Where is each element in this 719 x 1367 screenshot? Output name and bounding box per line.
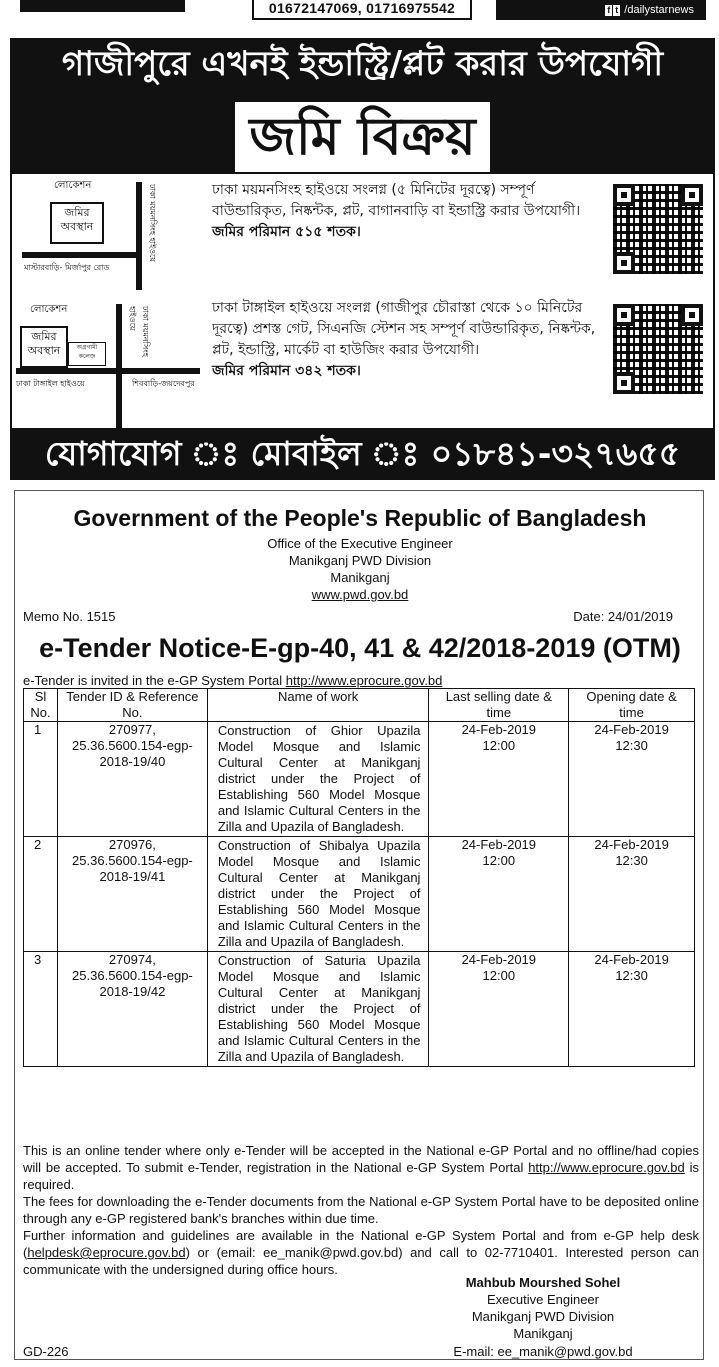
table-row (24, 722, 695, 837)
table-header-row (24, 689, 695, 722)
map1-road-h (22, 252, 142, 258)
last-time: 12:00 (482, 853, 516, 868)
qr-code-1 (613, 184, 703, 274)
helpdesk-email-link[interactable]: helpdesk@eprocure.gov.bd (27, 1245, 186, 1260)
office-line-1: Office of the Executive Engineer (267, 536, 453, 551)
row-tender-id (57, 837, 207, 952)
last-time: 12:00 (482, 968, 516, 983)
row-work: Construction of Ghior Upazila Model Mosque and Islamic Cultural Center at Manikganj district under the Project of Establishing 560 Model Mosque and Islamic Cultural Centers in the Zilla and Upazila of Bangladesh. (207, 722, 429, 837)
invite-line (23, 673, 442, 688)
notice-footer (23, 1142, 699, 1278)
top-strip (0, 0, 719, 20)
map2-road-h2-label: শিববাড়ি-জয়দেবপুর (132, 379, 195, 388)
map2-road-v-label: ঢাকা ময়মনসিংহ হাইওয়ে (128, 306, 150, 357)
property-area-2: জমির পরিমান ৩৪২ শতক। (212, 363, 361, 379)
header-phones: 01672147069, 01716975542 (252, 0, 472, 20)
map1-plot-box: জমির অবস্থান (50, 202, 104, 244)
para3-text-a: Further information and guidelines are available in the National e-GP System Portal and from e-GP help desk ( (23, 1228, 699, 1260)
ad-headline: গাজীপুরে এখনই ইন্ডাস্ট্রি/প্লট করার উপযোগী (61, 44, 664, 84)
map2-road-h (16, 368, 200, 374)
social-handle: /dailystarnews (624, 4, 694, 16)
row-tender-id (57, 952, 207, 1067)
memo-no: Memo No. 1515 (23, 609, 116, 624)
facebook-icon[interactable]: f (607, 5, 611, 15)
map1-road-h-label: মাস্টারবাড়ি- মির্জাপুর রোড (24, 263, 110, 272)
row-last-selling (429, 837, 569, 952)
map2-plot-box: জমির অবস্থান (20, 326, 68, 368)
col-tender-id: Tender ID & Reference No. (57, 689, 207, 722)
reference-no: 25.36.5600.154-egp-2018-19/41 (72, 853, 193, 884)
notice-title: e-Tender Notice-E-gp-40, 41 & 42/2018-2019 (OTM) (39, 633, 681, 663)
open-date: 24-Feb-2019 (594, 722, 669, 737)
col-last-selling: Last selling date & time (429, 689, 569, 722)
tender-id: 270976, (108, 837, 156, 852)
footer-para-2: The fees for downloading the e-Tender documents from the National e-GP System Portal have to be deposited online through any e-GP registered bank's branches within due time. (23, 1194, 699, 1226)
open-time: 12:30 (615, 968, 648, 983)
footer-para-3 (23, 1227, 699, 1278)
tender-id: 270974, (108, 952, 156, 967)
twitter-icon[interactable]: t (615, 5, 619, 15)
tender-notice (14, 490, 704, 1360)
open-date: 24-Feb-2019 (594, 837, 669, 852)
table-row (24, 952, 695, 1067)
social-bar (496, 0, 706, 20)
para1-text-a: This is an online tender where only e-Tender will be accepted in the National e-GP Portal and no offline/had copies will be accepted. To submit e-Tender, registration in the National e-GP System Portal (23, 1143, 699, 1175)
col-sl: Sl No. (24, 689, 58, 722)
row-sl: 1 (24, 722, 58, 837)
map1-location-label: লোকেশন (54, 180, 92, 191)
office-line-2: Manikganj PWD Division (288, 553, 432, 568)
row-opening (569, 722, 695, 837)
reference-no: 25.36.5600.154-egp-2018-19/42 (72, 968, 193, 999)
office-block (15, 535, 705, 603)
last-time: 12:00 (482, 738, 516, 753)
map2-location-label: লোকেশন (30, 304, 68, 315)
invite-text: e-Tender is invited in the e-GP System Portal (23, 673, 286, 688)
col-name-of-work: Name of work (207, 689, 429, 722)
ad-title-wrap (10, 102, 715, 172)
ad-title: জমি বিক্রয় (235, 102, 489, 172)
signer-location: Manikganj (513, 1326, 573, 1341)
tender-id: 270977, (108, 722, 156, 737)
open-date: 24-Feb-2019 (594, 952, 669, 967)
row-sl: 2 (24, 837, 58, 952)
row-opening (569, 952, 695, 1067)
reference-no: 25.36.5600.154-egp-2018-19/40 (72, 738, 193, 769)
para1-text-b: is required. (23, 1160, 699, 1192)
tender-table (23, 688, 695, 1067)
location-map-1 (12, 174, 197, 289)
row-last-selling (429, 722, 569, 837)
notice-date: Date: 24/01/2019 (573, 609, 673, 624)
map2-college-box: অগ্রগামী কলেজ (68, 342, 106, 366)
ad-contact: যোগাযোগ ঃ মোবাইল ঃ ০১৮৪১-৩২৭৬৫৫ (44, 434, 681, 473)
land-sale-ad (10, 38, 715, 480)
footer-para-1 (23, 1142, 699, 1193)
gd-number: GD-226 (23, 1344, 69, 1359)
ad-body (12, 174, 713, 428)
property-desc-2-text: ঢাকা টাঙ্গাইল হাইওয়ে সংলগ্ন (গাজীপুর চৌরাস্তা থেকে ১০ মিনিটের দূরত্বে) প্রশস্ত গেট, সিএনজি স্টেশন সহ সম্পূর্ণ বাউন্ডারিকৃত, নিষ্কন্টক, প্লট, ইন্ডাস্ট্রি, মার্কেট বা হাউজিং করার উপযোগী। (212, 300, 596, 358)
signature-block (433, 1274, 653, 1342)
signer-name: Mahbub Mourshed Sohel (465, 1275, 621, 1290)
table-row (24, 837, 695, 952)
row-sl: 3 (24, 952, 58, 1067)
map1-road-v (136, 182, 142, 290)
map2-road-v (116, 304, 122, 428)
map1-road-v-label: ঢাকা ময়মনসিংহ হাইওয়ে (148, 184, 157, 262)
row-opening (569, 837, 695, 952)
row-tender-id (57, 722, 207, 837)
row-work: Construction of Saturia Upazila Model Mosque and Islamic Cultural Center at Manikganj district under the Project of Establishing 560 Model Mosque and Islamic Cultural Centers in the Zilla and Upazila of Bangladesh. (207, 952, 429, 1067)
property-area-1: জমির পরিমান ৫১৫ শতক। (212, 224, 361, 240)
last-date: 24-Feb-2019 (461, 837, 537, 852)
location-map-2 (12, 298, 197, 428)
eprocure-link[interactable]: http://www.eprocure.gov.bd (285, 673, 443, 688)
signer-email: E-mail: ee_manik@pwd.gov.bd (453, 1344, 633, 1359)
last-date: 24-Feb-2019 (461, 722, 537, 737)
col-opening: Opening date & time (569, 689, 695, 722)
website-link[interactable]: www.pwd.gov.bd (311, 587, 409, 602)
last-date: 24-Feb-2019 (461, 952, 537, 967)
open-time: 12:30 (615, 853, 648, 868)
gov-title: Government of the People's Republic of Bangladesh (73, 505, 647, 531)
para1-eprocure-link[interactable]: http://www.eprocure.gov.bd (528, 1160, 685, 1175)
row-work: Construction of Shibalya Upazila Model Mosque and Islamic Cultural Center at Manikganj district under the Project of Establishing 560 Model Mosque and Islamic Cultural Centers in the Zilla and Upazila of Bangladesh. (207, 837, 429, 952)
row-last-selling (429, 952, 569, 1067)
property-desc-1-text: ঢাকা ময়মনসিংহ হাইওয়ে সংলগ্ন (৫ মিনিটের দূরত্বে) সম্পূর্ণ বাউন্ডারিকৃত, নিষ্কন্টক, প্লট, বাগানবাড়ি বা ইন্ডাস্ট্রি করার উপযোগী। (212, 182, 581, 219)
para3-text-b: ) or (email: ee_manik@pwd.gov.bd) and call to 02-7710401. Interested person can communicate with the undersigned during office hours. (23, 1245, 699, 1277)
property-desc-2 (212, 298, 604, 382)
map2-road-h1-label: ঢাকা টাঙ্গাইল হাইওয়ে (16, 379, 85, 388)
office-line-3: Manikganj (330, 570, 390, 585)
signer-title: Executive Engineer (486, 1292, 599, 1307)
qr-code-2 (613, 304, 703, 394)
open-time: 12:30 (615, 738, 648, 753)
masthead-block (20, 0, 185, 12)
property-desc-1 (212, 180, 604, 243)
signer-division: Manikganj PWD Division (471, 1309, 615, 1324)
